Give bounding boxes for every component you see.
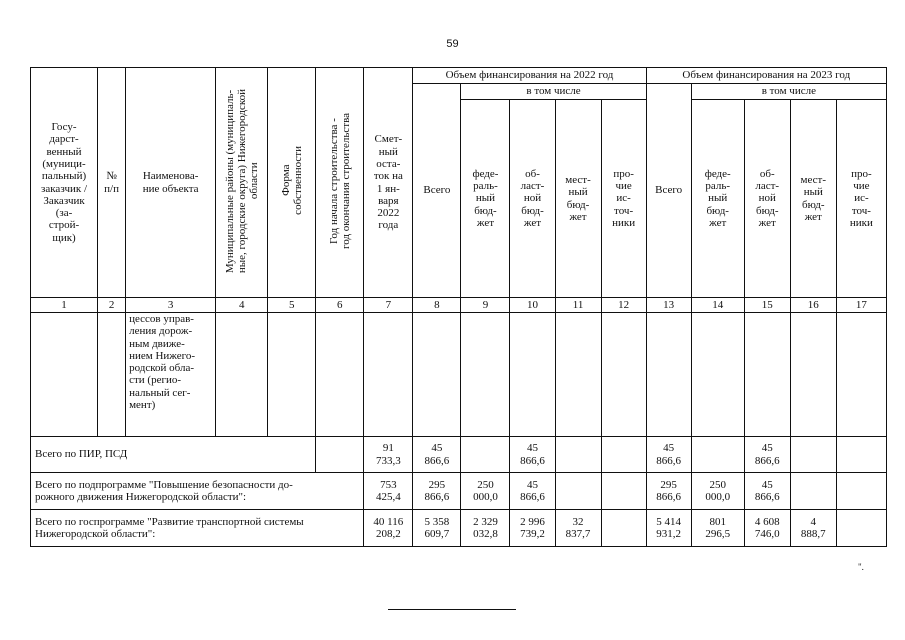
col-number: 11 xyxy=(555,298,601,313)
header-financing-2022: Объем финансирования на 2022 год xyxy=(413,68,646,84)
header-construction-years-cell xyxy=(316,68,364,298)
header-regional-2022: об- ласт- ной бюд- жет xyxy=(510,100,555,298)
row-label: Всего по госпрограмме "Развитие транспортной системы Нижегородской области": xyxy=(31,510,364,547)
col-number: 6 xyxy=(316,298,364,313)
cell-value: 753 425,4 xyxy=(364,473,413,510)
header-number: № п/п xyxy=(98,68,126,298)
header-other-2023: про- чие ис- точ- ники xyxy=(836,100,886,298)
col-number: 8 xyxy=(413,298,461,313)
header-financing-2023: Объем финансирования на 2023 год xyxy=(646,68,886,84)
header-federal-2023: феде- раль- ный бюд- жет xyxy=(691,100,744,298)
col-number: 14 xyxy=(691,298,744,313)
cell-value: 32 837,7 xyxy=(555,510,601,547)
column-number-row xyxy=(31,298,887,313)
header-regional-2023: об- ласт- ной бюд- жет xyxy=(744,100,790,298)
cell-value: 295 866,6 xyxy=(413,473,461,510)
cell-value xyxy=(601,473,646,510)
col-number: 17 xyxy=(836,298,886,313)
col-number: 2 xyxy=(98,298,126,313)
continuation-object-name: цессов управ- ления дорож- ным движе- нием Нижего- родской обла- сти (регио- нальный сег- мент) xyxy=(126,313,216,437)
col-number: 15 xyxy=(744,298,790,313)
col-number: 3 xyxy=(126,298,216,313)
col-number: 16 xyxy=(790,298,836,313)
col-number: 4 xyxy=(216,298,268,313)
col-number: 9 xyxy=(461,298,510,313)
row-label: Всего по подпрограмме "Повышение безопасности до- рожного движения Нижегородской области": xyxy=(31,473,364,510)
page-number: 59 xyxy=(446,38,459,50)
header-total-2023: Всего xyxy=(646,84,691,298)
header-customer: Госу- дарст- венный (муници- пальный) заказчик / Заказчик (за- строй- щик) xyxy=(31,68,98,298)
total-subprogram-row xyxy=(31,473,887,510)
cell-value: 91 733,3 xyxy=(364,437,413,473)
cell-value xyxy=(461,437,510,473)
header-construction-years: Год начала строительства - год окончания строительства xyxy=(327,112,352,249)
cell-value: 2 996 739,2 xyxy=(510,510,555,547)
col-number: 1 xyxy=(31,298,98,313)
col-number: 13 xyxy=(646,298,691,313)
header-including-2022: в том числе xyxy=(461,84,646,100)
cell-value: 5 358 609,7 xyxy=(413,510,461,547)
header-other-2022: про- чие ис- точ- ники xyxy=(601,100,646,298)
total-pir-psd-row xyxy=(31,437,887,473)
header-local-2022: мест- ный бюд- жет xyxy=(555,100,601,298)
cell-value: 4 608 746,0 xyxy=(744,510,790,547)
header-including-2023: в том числе xyxy=(691,84,886,100)
footnote-separator-line xyxy=(388,609,516,610)
header-total-2022: Всего xyxy=(413,84,461,298)
header-municipal-districts: Муниципальные районы (муниципаль- ные, городские округа) Нижегородской области xyxy=(223,88,260,273)
header-municipal-districts-cell xyxy=(216,68,268,298)
cell-value xyxy=(836,473,886,510)
cell-value: 45 866,6 xyxy=(413,437,461,473)
cell-value xyxy=(555,437,601,473)
header-federal-2022: феде- раль- ный бюд- жет xyxy=(461,100,510,298)
col-number: 10 xyxy=(510,298,555,313)
cell-value: 45 866,6 xyxy=(510,473,555,510)
cell-value: 45 866,6 xyxy=(510,437,555,473)
cell-value: 5 414 931,2 xyxy=(646,510,691,547)
cell-value xyxy=(555,473,601,510)
header-estimate-balance: Смет- ный оста- ток на 1 ян- варя 2022 года xyxy=(364,68,413,298)
cell-value: 45 866,6 xyxy=(646,437,691,473)
header-local-2023: мест- ный бюд- жет xyxy=(790,100,836,298)
cell-value: 250 000,0 xyxy=(691,473,744,510)
cell-value: 45 866,6 xyxy=(744,473,790,510)
row-label: Всего по ПИР, ПСД xyxy=(31,437,316,473)
header-ownership: Форма собственности xyxy=(279,146,304,216)
cell-value: 295 866,6 xyxy=(646,473,691,510)
cell-value xyxy=(790,473,836,510)
continuation-row xyxy=(31,313,887,437)
total-state-program-row xyxy=(31,510,887,547)
cell-value xyxy=(601,510,646,547)
cell-value: 40 116 208,2 xyxy=(364,510,413,547)
col-number: 5 xyxy=(268,298,316,313)
cell-value xyxy=(836,437,886,473)
cell-value xyxy=(836,510,886,547)
financing-table xyxy=(30,67,887,547)
cell-value: 4 888,7 xyxy=(790,510,836,547)
cell-value xyxy=(601,437,646,473)
col-number: 12 xyxy=(601,298,646,313)
cell-value: 250 000,0 xyxy=(461,473,510,510)
cell-value: 45 866,6 xyxy=(744,437,790,473)
cell-value xyxy=(790,437,836,473)
cell-value: 2 329 032,8 xyxy=(461,510,510,547)
col-number: 7 xyxy=(364,298,413,313)
header-ownership-cell xyxy=(268,68,316,298)
cell-value: 801 296,5 xyxy=(691,510,744,547)
cell-value xyxy=(691,437,744,473)
closing-quote-mark: ". xyxy=(858,562,864,572)
header-object-name: Наименова- ние объекта xyxy=(126,68,216,298)
